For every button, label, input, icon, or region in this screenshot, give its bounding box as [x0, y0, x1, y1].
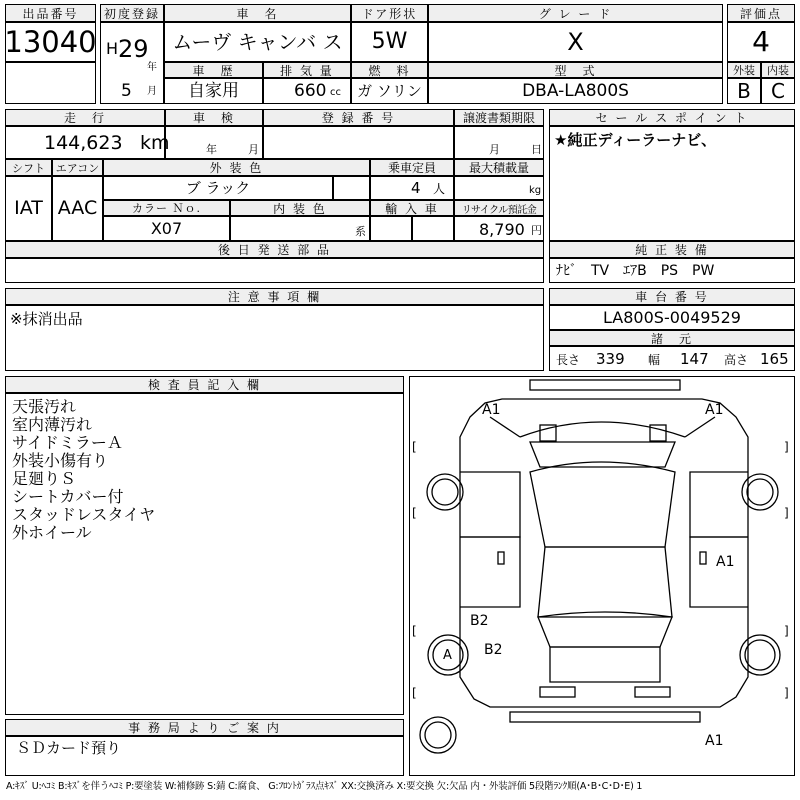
genuine-equipment: ﾅﾋﾞ TV ｴｱB PS PW	[556, 263, 715, 279]
int-color-label: 内 装 色	[230, 200, 370, 216]
damage-legend: A:ｷｽﾞ U:ﾍｺﾐ B:ｷｽﾞを伴うﾍｺﾐ P:要塗装 W:補修跡 S:錆 C:腐食、 G:ﾌﾛﾝﾄｶﾞﾗｽ点ｷｽﾞ XX:交換済み X:要交換 欠:欠品 内・外装評価 5段階ﾗﾝｸ順(A･B･C･D･E) 1	[6, 781, 643, 792]
bracket-mark: [	[412, 440, 417, 454]
pillar-icon	[490, 417, 715, 437]
air-conditioner: AAC	[57, 197, 98, 219]
bracket-mark: [	[412, 506, 417, 520]
bracket-mark: ]	[784, 506, 789, 520]
import-cell-a	[370, 216, 412, 241]
later-parts-cell	[5, 258, 544, 283]
reg-year: 29	[118, 35, 149, 63]
remark-line: シートカバー付	[12, 487, 124, 506]
color-no: X07	[150, 218, 183, 238]
max-load-unit: kg	[529, 185, 542, 196]
height-label: 高さ	[724, 353, 749, 367]
front-bumper-icon	[510, 712, 700, 722]
office-label: 事 務 局 よ り ご 案 内	[5, 719, 404, 736]
door-cell	[351, 22, 428, 62]
ext-color-extra	[333, 176, 370, 200]
shift: IAT	[14, 197, 43, 219]
model-label: 型 式	[428, 62, 723, 78]
remark-line: 天張汚れ	[12, 397, 77, 416]
history: 自家用	[188, 80, 239, 101]
bracket-mark: ]	[784, 624, 789, 638]
bracket-mark: [	[412, 624, 417, 638]
inspection-cell	[165, 126, 263, 159]
recycle-cell	[454, 216, 544, 241]
length-label: 長さ	[556, 353, 581, 367]
grade: X	[567, 28, 584, 56]
reg-no-cell	[263, 126, 454, 159]
fuel: ガ ソリン	[357, 81, 422, 100]
width-value: 147	[680, 350, 709, 368]
mileage: 144,623	[44, 132, 123, 154]
door-type: 5W	[371, 29, 408, 54]
transfer-month-unit: 月	[489, 143, 500, 156]
reg-no-label: 登 録 番 号	[263, 109, 454, 126]
interior-cell	[761, 78, 795, 104]
damage-mark: A	[443, 648, 452, 663]
max-load-cell	[454, 176, 544, 200]
fuel-cell	[351, 78, 428, 104]
grade-label: グ レ ー ド	[428, 4, 723, 22]
notes-label: 注 意 事 項 欄	[5, 288, 544, 305]
score-cell	[727, 22, 795, 62]
shift-cell	[5, 176, 52, 241]
remark-line: サイドミラーＡ	[12, 433, 123, 452]
model-cell	[428, 78, 723, 104]
car-body-outline-icon	[460, 399, 748, 707]
sales-point-cell	[549, 126, 795, 241]
ext-color-cell	[103, 176, 333, 200]
history-label: 車 歴	[164, 62, 263, 78]
height-value: 165	[760, 350, 789, 368]
exterior-label: 外装	[727, 62, 761, 78]
later-parts-label: 後 日 発 送 部 品	[5, 241, 544, 258]
insp-month-unit: 月	[248, 143, 259, 156]
door-label: ドア形状	[351, 4, 428, 22]
left-rear-door-icon	[460, 537, 520, 607]
car-diagram	[409, 376, 795, 776]
score: 4	[752, 25, 770, 58]
tailgate-icon	[550, 647, 660, 682]
right-front-door-icon	[690, 472, 748, 537]
right-rear-door-icon	[690, 537, 748, 607]
interior-label: 内装	[761, 62, 795, 78]
left-handle-icon	[498, 552, 504, 564]
office-text: ＳＤカード預り	[16, 739, 122, 757]
damage-mark: B2	[470, 613, 489, 629]
displacement-cell	[263, 78, 351, 104]
ac-label: エアコン	[52, 159, 103, 176]
wheel-icon	[745, 640, 775, 670]
grade-cell	[428, 22, 723, 62]
reg-month: 5	[121, 81, 132, 101]
max-load-label: 最大積載量	[454, 159, 544, 176]
damage-mark: A1	[716, 554, 735, 570]
office-cell	[5, 736, 404, 776]
spare-wheel-icon	[425, 722, 451, 748]
inspector-remarks	[5, 393, 404, 715]
transfer-label: 譲渡書類期限	[454, 109, 544, 126]
mileage-label: 走 行	[5, 109, 165, 126]
interior-grade: C	[771, 79, 785, 103]
transfer-day-unit: 日	[531, 143, 542, 156]
right-handle-icon	[700, 552, 706, 564]
width-label: 幅	[648, 353, 661, 367]
displacement-label: 排 気 量	[263, 62, 351, 78]
exterior-grade: B	[737, 79, 751, 103]
car-name-label: 車 名	[164, 4, 351, 22]
damage-mark: B2	[484, 642, 503, 658]
wheel-icon	[747, 479, 773, 505]
reg-year-unit: 年	[147, 62, 157, 73]
remark-line: 外装小傷有り	[12, 451, 109, 470]
ext-color: ブ ラック	[185, 178, 251, 197]
bracket-mark: ]	[784, 686, 789, 700]
windshield-icon	[530, 442, 675, 467]
import-label: 輸 入 車	[370, 200, 454, 216]
remark-line: 外ホイール	[12, 523, 92, 542]
capacity-unit: 人	[433, 182, 446, 196]
chassis-label: 車 台 番 号	[549, 288, 795, 305]
notes-text: ※抹消出品	[10, 310, 83, 328]
tail-lamp-left-icon	[540, 687, 575, 697]
genuine-cell	[549, 258, 795, 283]
damage-mark: A1	[482, 402, 501, 418]
roof-arch-icon	[520, 422, 685, 437]
dims-cell	[549, 346, 795, 371]
insp-year-unit: 年	[206, 143, 217, 156]
wheel-icon	[740, 635, 780, 675]
remark-line: 室内薄汚れ	[12, 415, 93, 434]
genuine-label: 純 正 装 備	[549, 241, 795, 258]
color-no-label: カラー Ｎｏ.	[103, 200, 230, 216]
era: H	[106, 39, 119, 58]
damage-mark: A1	[705, 733, 724, 749]
car-name: ムーヴ キャンバ ス	[172, 30, 343, 54]
wheel-icon	[432, 479, 458, 505]
notes-cell	[5, 305, 544, 371]
transfer-cell	[454, 126, 544, 159]
remark-line: スタッドレスタイヤ	[12, 505, 156, 524]
ext-color-label: 外 装 色	[103, 159, 370, 176]
sales-point-label: セ ー ル ス ポ イ ン ト	[549, 109, 795, 126]
int-color-cell	[230, 216, 370, 241]
history-cell	[164, 78, 263, 104]
first-reg-cell	[100, 22, 164, 104]
first-reg-label: 初度登録	[100, 4, 164, 22]
car-name-cell	[164, 22, 351, 62]
recycle-fee: 8,790	[479, 220, 525, 239]
lot-no: 13040	[4, 24, 97, 59]
mileage-cell	[5, 126, 170, 159]
tail-lamp-right-icon	[635, 687, 670, 697]
reg-month-unit: 月	[147, 86, 157, 97]
sales-point-text: ★純正ディーラーナビ、	[554, 131, 717, 149]
dims-label: 諸 元	[549, 330, 795, 346]
color-no-cell	[103, 216, 230, 241]
displacement: 660	[294, 81, 327, 101]
model-code: DBA-LA800S	[522, 80, 629, 101]
roof-panel-icon	[538, 547, 672, 617]
damage-mark: A1	[705, 402, 724, 418]
int-color-unit: 系	[355, 225, 366, 238]
chassis-number: LA800S-0049529	[603, 307, 741, 327]
lot-no-label: 出品番号	[5, 4, 96, 22]
recycle-label: リサイクル預託金	[454, 200, 544, 216]
left-front-door-icon	[460, 472, 520, 537]
bracket-mark: [	[412, 686, 417, 700]
fuel-label: 燃 料	[351, 62, 428, 78]
exterior-cell	[727, 78, 761, 104]
displacement-unit: cc	[330, 87, 341, 98]
ac-cell	[52, 176, 103, 241]
capacity-label: 乗車定員	[370, 159, 454, 176]
lot-no-blank	[5, 62, 96, 104]
inspector-label: 検 査 員 記 入 欄	[5, 376, 404, 393]
mileage-unit: km	[140, 132, 170, 154]
lot-no-cell	[5, 22, 96, 62]
bracket-mark: ]	[784, 440, 789, 454]
car-diagram-drawing	[410, 377, 794, 775]
shift-label: シフト	[5, 159, 52, 176]
length-value: 339	[596, 350, 625, 368]
import-cell-b	[412, 216, 454, 241]
recycle-unit: 円	[531, 224, 542, 237]
capacity: 4	[411, 179, 421, 197]
capacity-cell	[370, 176, 454, 200]
rear-bumper-top-icon	[530, 380, 680, 390]
cabin-icon	[530, 462, 675, 547]
inspection-label: 車 検	[165, 109, 263, 126]
chassis-cell	[549, 305, 795, 330]
remark-line: 足廻りＳ	[12, 469, 77, 488]
score-label: 評価点	[727, 4, 795, 22]
